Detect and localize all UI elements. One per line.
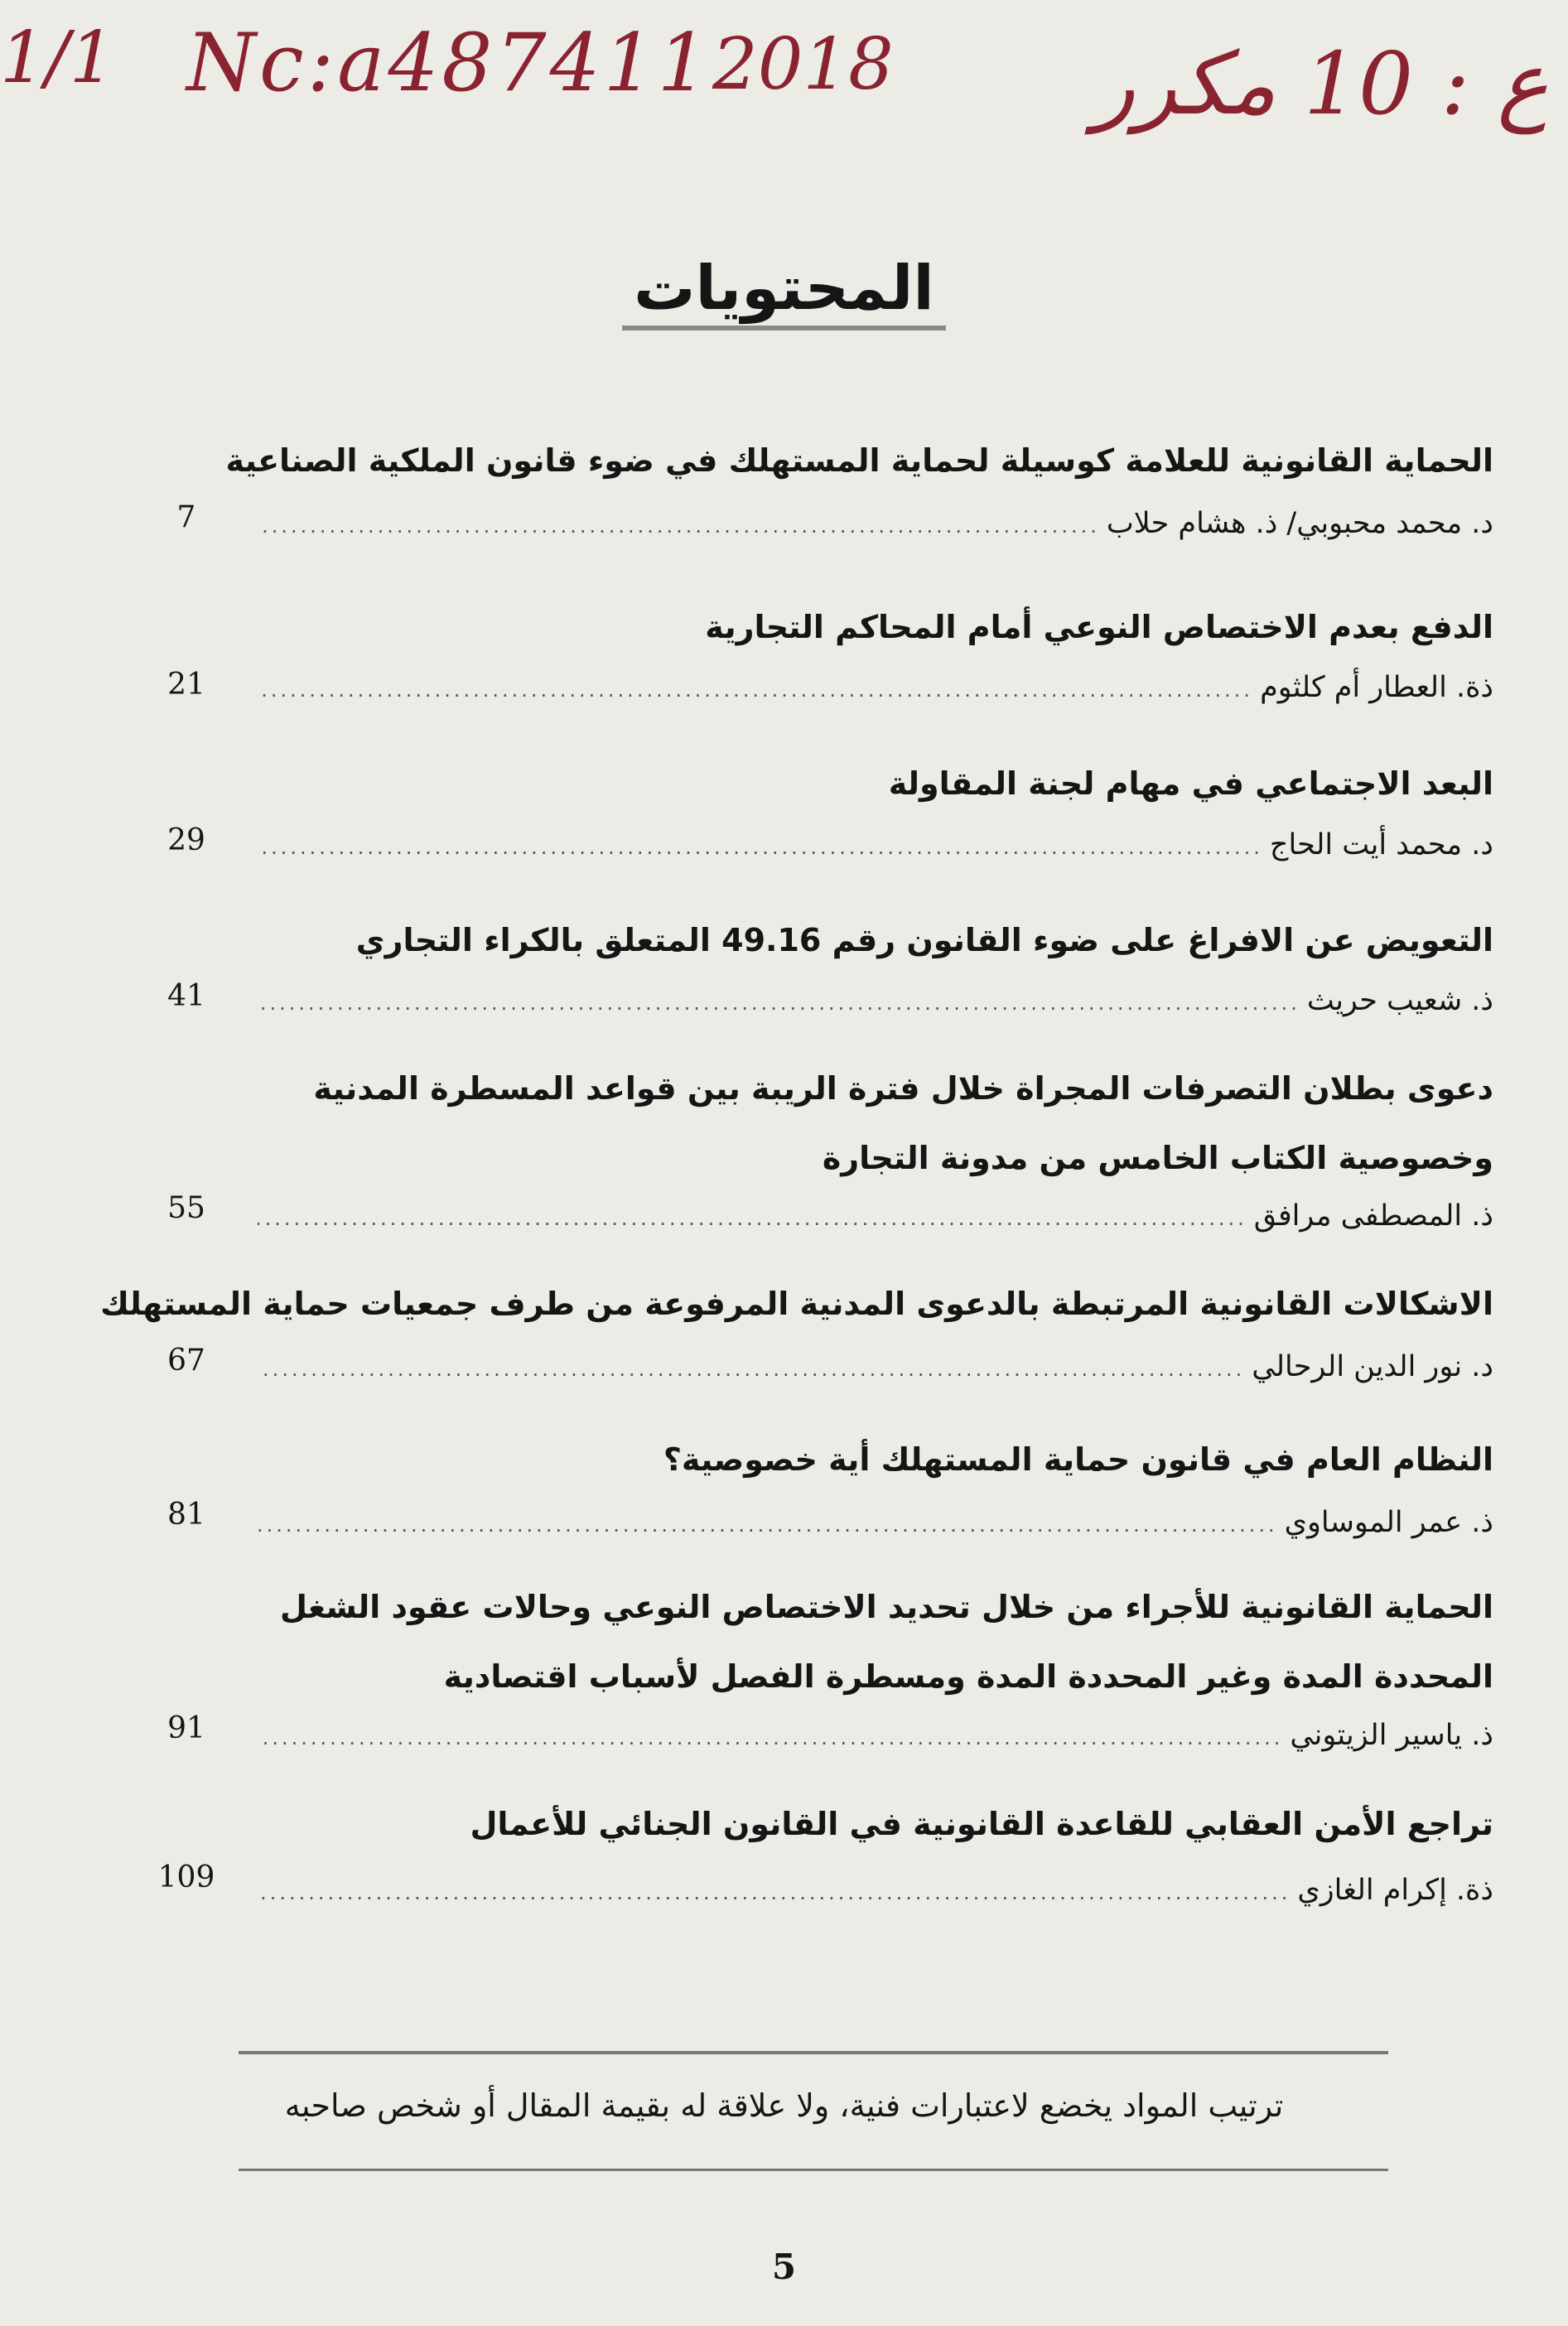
- footnote: ترتيب المواد يخضع لاعتبارات فنية، ولا علاقة له بقيمة المقال أو شخص صاحبه: [284, 2087, 1284, 2124]
- toc-entry-title[interactable]: البعد الاجتماعي في مهام لجنة المقاولة: [888, 765, 1493, 802]
- handwritten-mark: 1/1: [0, 17, 115, 99]
- toc-entry-page[interactable]: 29: [167, 823, 205, 857]
- leader-dots: [258, 836, 1263, 859]
- toc-entry-author: د. نور الدين الرحالي: [1252, 1350, 1493, 1383]
- toc-entry-title[interactable]: تراجع الأمن العقابي للقاعدة القانونية في القانون الجنائي للأعمال: [470, 1806, 1493, 1842]
- toc-entry-page[interactable]: 55: [167, 1191, 205, 1225]
- leader-dots: [258, 514, 1100, 538]
- leader-dots: [258, 992, 1300, 1015]
- toc-entry-author-line: [251, 984, 1493, 1017]
- leader-dots: [258, 1881, 1291, 1904]
- toc-entry-author: ذ. شعيب حريث: [1306, 984, 1493, 1017]
- leader-dots: [258, 1207, 1247, 1230]
- toc-entry-author-line: [251, 1874, 1493, 1907]
- toc-entry-title[interactable]: الاشكالات القانونية المرتبطة بالدعوى المدنية المرفوعة من طرف جمعيات حماية المستهلك: [100, 1286, 1493, 1322]
- toc-entry-page[interactable]: 109: [157, 1860, 215, 1894]
- toc-entry-author: د. محمد محبوبي/ ذ. هشام حلاب: [1106, 507, 1493, 540]
- toc-entry-title[interactable]: الحماية القانونية للأجراء من خلال تحديد الاختصاص النوعي وحالات عقود الشغل المحددة المدة وغير المحددة المدة ومسطرة الفصل لأسباب اقتصادية: [279, 1589, 1493, 1695]
- page-title: المحتويات: [622, 253, 946, 331]
- handwritten-year: 2018: [712, 23, 894, 106]
- toc-entry-author-line: [251, 1199, 1493, 1233]
- toc-entry-author-line: [251, 1506, 1493, 1539]
- toc-entry-author: د. محمد أيت الحاج: [1269, 828, 1493, 861]
- divider-top: [239, 2051, 1388, 2054]
- toc-entry-title[interactable]: النظام العام في قانون حماية المستهلك أية خصوصية؟: [663, 1441, 1493, 1478]
- toc-entry-author-line: [251, 828, 1493, 861]
- toc-entry-author: ذ. ياسير الزيتوني: [1290, 1719, 1493, 1752]
- toc-entry-author: ذة. إكرام الغازي: [1297, 1874, 1493, 1907]
- toc-entry-author-line: [251, 1719, 1493, 1752]
- leader-dots: [258, 678, 1253, 702]
- page-number: 5: [771, 2246, 797, 2287]
- toc-entry-author-line: [251, 1350, 1493, 1383]
- toc-entry-author-line: [251, 507, 1493, 540]
- toc-entry-page[interactable]: 91: [167, 1711, 205, 1745]
- toc-entry-page[interactable]: 67: [167, 1344, 205, 1378]
- handwritten-catalog-code: Nc:a487411: [186, 17, 712, 109]
- leader-dots: [258, 1513, 1278, 1537]
- toc-entry-title[interactable]: الدفع بعدم الاختصاص النوعي أمام المحاكم التجارية: [705, 609, 1493, 645]
- divider-bottom: [239, 2169, 1388, 2171]
- toc-entry-page[interactable]: 81: [167, 1498, 205, 1532]
- toc-entry-author: ذ. عمر الموساوي: [1284, 1506, 1493, 1539]
- toc-entry-title[interactable]: دعوى بطلان التصرفات المجراة خلال فترة الريبة بين قواعد المسطرة المدنية وخصوصية الكتاب الخامس من مدونة التجارة: [313, 1070, 1493, 1176]
- toc-entry-author: ذ. المصطفى مرافق: [1253, 1199, 1493, 1233]
- toc-entry-page[interactable]: 7: [176, 500, 196, 534]
- toc-entry-page[interactable]: 21: [167, 668, 205, 702]
- toc-entry-page[interactable]: 41: [167, 979, 205, 1013]
- toc-entry-title[interactable]: الحماية القانونية للعلامة كوسيلة لحماية المستهلك في ضوء قانون الملكية الصناعية: [225, 442, 1493, 479]
- toc-entry-author-line: [251, 671, 1493, 704]
- toc-entry-title[interactable]: التعويض عن الافراغ على ضوء القانون رقم 49.16 المتعلق بالكراء التجاري: [355, 922, 1493, 958]
- toc-entry-author: ذة. العطار أم كلثوم: [1260, 671, 1493, 704]
- handwritten-issue-number: ع : 10 مكرر: [1093, 33, 1549, 134]
- leader-dots: [258, 1358, 1245, 1381]
- leader-dots: [258, 1726, 1283, 1749]
